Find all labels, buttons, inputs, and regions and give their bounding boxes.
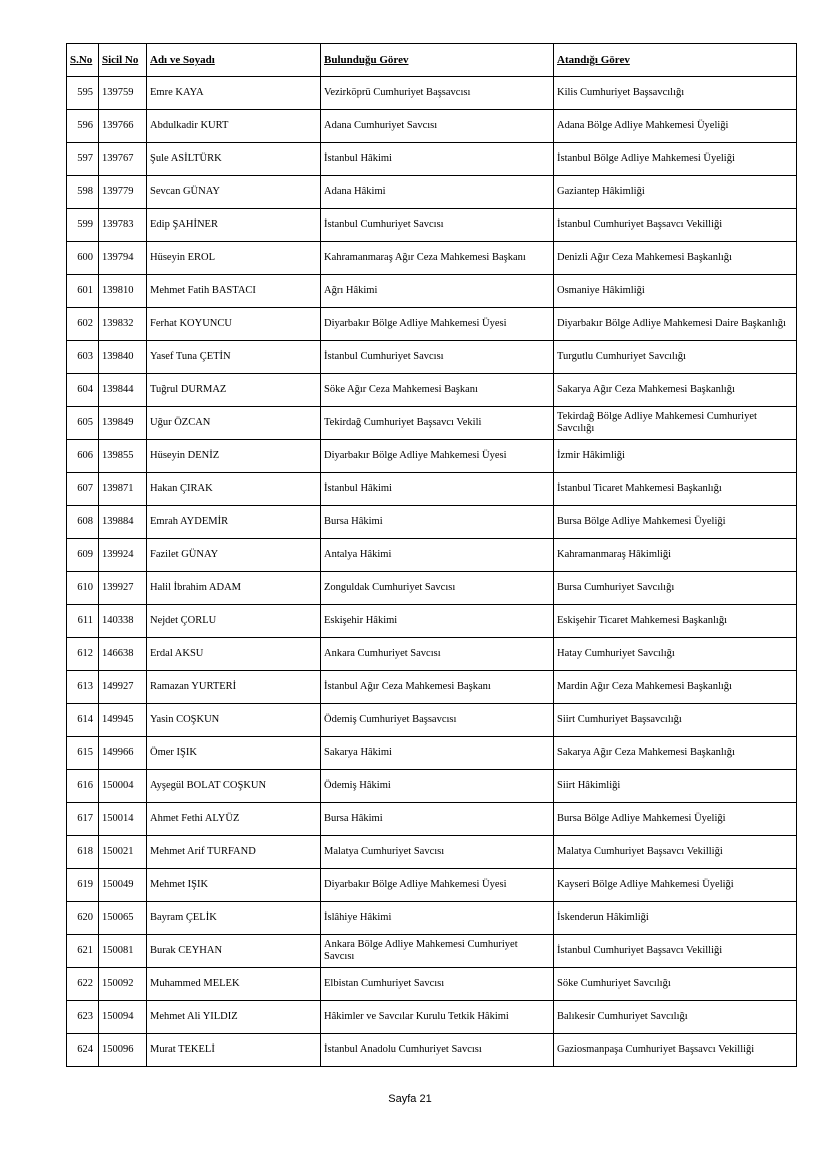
cell-sno: 619	[67, 869, 99, 902]
cell-current-post: Malatya Cumhuriyet Savcısı	[321, 836, 554, 869]
cell-sno: 597	[67, 143, 99, 176]
cell-name: Yasin COŞKUN	[147, 704, 321, 737]
table-row	[67, 572, 797, 605]
cell-name: Burak CEYHAN	[147, 935, 321, 968]
cell-sno: 612	[67, 638, 99, 671]
cell-sno: 605	[67, 407, 99, 440]
cell-name: Abdulkadir KURT	[147, 110, 321, 143]
cell-sno: 598	[67, 176, 99, 209]
table-row	[67, 902, 797, 935]
cell-current-post: İstanbul Hâkimi	[321, 473, 554, 506]
cell-sicil-no: 139794	[99, 242, 147, 275]
cell-sicil-no: 139871	[99, 473, 147, 506]
cell-assigned-post: Eskişehir Ticaret Mahkemesi Başkanlığı	[554, 605, 797, 638]
cell-sicil-no: 139832	[99, 308, 147, 341]
cell-name: Hüseyin DENİZ	[147, 440, 321, 473]
cell-name: Yasef Tuna ÇETİN	[147, 341, 321, 374]
cell-sno: 602	[67, 308, 99, 341]
table-header-row	[67, 44, 797, 77]
cell-sicil-no: 150014	[99, 803, 147, 836]
cell-assigned-post: Hatay Cumhuriyet Savcılığı	[554, 638, 797, 671]
cell-sno: 623	[67, 1001, 99, 1034]
cell-sicil-no: 139783	[99, 209, 147, 242]
cell-sicil-no: 139759	[99, 77, 147, 110]
cell-sno: 604	[67, 374, 99, 407]
cell-sno: 614	[67, 704, 99, 737]
cell-current-post: İstanbul Hâkimi	[321, 143, 554, 176]
cell-sicil-no: 150096	[99, 1034, 147, 1067]
cell-current-post: Tekirdağ Cumhuriyet Başsavcı Vekili	[321, 407, 554, 440]
cell-sno: 621	[67, 935, 99, 968]
table-body	[67, 77, 797, 1067]
table-row	[67, 374, 797, 407]
cell-sno: 608	[67, 506, 99, 539]
cell-sicil-no: 150004	[99, 770, 147, 803]
table-row	[67, 704, 797, 737]
cell-sno: 609	[67, 539, 99, 572]
cell-current-post: Diyarbakır Bölge Adliye Mahkemesi Üyesi	[321, 869, 554, 902]
cell-assigned-post: Sakarya Ağır Ceza Mahkemesi Başkanlığı	[554, 737, 797, 770]
cell-sicil-no: 149945	[99, 704, 147, 737]
table-row	[67, 275, 797, 308]
cell-current-post: Kahramanmaraş Ağır Ceza Mahkemesi Başkanı	[321, 242, 554, 275]
cell-name: Mehmet Ali YILDIZ	[147, 1001, 321, 1034]
cell-name: Murat TEKELİ	[147, 1034, 321, 1067]
appointments-table	[66, 43, 797, 1067]
table-row	[67, 836, 797, 869]
cell-current-post: Ağrı Hâkimi	[321, 275, 554, 308]
table-row	[67, 671, 797, 704]
cell-name: Erdal AKSU	[147, 638, 321, 671]
table-row	[67, 77, 797, 110]
cell-name: Tuğrul DURMAZ	[147, 374, 321, 407]
cell-sicil-no: 139844	[99, 374, 147, 407]
cell-assigned-post: Malatya Cumhuriyet Başsavcı Vekilliği	[554, 836, 797, 869]
cell-sno: 607	[67, 473, 99, 506]
cell-current-post: İstanbul Cumhuriyet Savcısı	[321, 341, 554, 374]
cell-sno: 610	[67, 572, 99, 605]
cell-assigned-post: Gaziantep Hâkimliği	[554, 176, 797, 209]
cell-current-post: Bursa Hâkimi	[321, 803, 554, 836]
table-row	[67, 242, 797, 275]
table-row	[67, 1001, 797, 1034]
cell-assigned-post: İstanbul Ticaret Mahkemesi Başkanlığı	[554, 473, 797, 506]
cell-name: Hüseyin EROL	[147, 242, 321, 275]
cell-current-post: Diyarbakır Bölge Adliye Mahkemesi Üyesi	[321, 308, 554, 341]
cell-current-post: Diyarbakır Bölge Adliye Mahkemesi Üyesi	[321, 440, 554, 473]
cell-sno: 617	[67, 803, 99, 836]
cell-sno: 606	[67, 440, 99, 473]
cell-sicil-no: 139927	[99, 572, 147, 605]
cell-assigned-post: Osmaniye Hâkimliği	[554, 275, 797, 308]
cell-sno: 622	[67, 968, 99, 1001]
cell-sicil-no: 139766	[99, 110, 147, 143]
table-row	[67, 968, 797, 1001]
cell-assigned-post: İskenderun Hâkimliği	[554, 902, 797, 935]
table-row	[67, 176, 797, 209]
cell-name: Ramazan YURTERİ	[147, 671, 321, 704]
cell-assigned-post: İzmir Hâkimliği	[554, 440, 797, 473]
cell-sicil-no: 139779	[99, 176, 147, 209]
cell-sno: 603	[67, 341, 99, 374]
cell-current-post: Antalya Hâkimi	[321, 539, 554, 572]
cell-sicil-no: 150049	[99, 869, 147, 902]
cell-name: Emre KAYA	[147, 77, 321, 110]
cell-sicil-no: 150065	[99, 902, 147, 935]
header-sno: S.No	[67, 44, 99, 77]
cell-name: Ömer IŞIK	[147, 737, 321, 770]
cell-assigned-post: Bursa Bölge Adliye Mahkemesi Üyeliği	[554, 803, 797, 836]
cell-sicil-no: 139767	[99, 143, 147, 176]
cell-sno: 615	[67, 737, 99, 770]
cell-sicil-no: 150094	[99, 1001, 147, 1034]
table-row	[67, 407, 797, 440]
cell-assigned-post: İstanbul Bölge Adliye Mahkemesi Üyeliği	[554, 143, 797, 176]
cell-assigned-post: Adana Bölge Adliye Mahkemesi Üyeliği	[554, 110, 797, 143]
cell-sno: 599	[67, 209, 99, 242]
table-row	[67, 869, 797, 902]
cell-assigned-post: Gaziosmanpaşa Cumhuriyet Başsavcı Vekilliği	[554, 1034, 797, 1067]
cell-assigned-post: Diyarbakır Bölge Adliye Mahkemesi Daire Başkanlığı	[554, 308, 797, 341]
cell-sno: 601	[67, 275, 99, 308]
cell-assigned-post: Kilis Cumhuriyet Başsavcılığı	[554, 77, 797, 110]
table-row	[67, 341, 797, 374]
cell-sno: 620	[67, 902, 99, 935]
cell-current-post: Bursa Hâkimi	[321, 506, 554, 539]
table-row	[67, 539, 797, 572]
table-row	[67, 143, 797, 176]
cell-current-post: İstanbul Ağır Ceza Mahkemesi Başkanı	[321, 671, 554, 704]
cell-assigned-post: Tekirdağ Bölge Adliye Mahkemesi Cumhuriyet Savcılığı	[554, 407, 797, 440]
table-row	[67, 638, 797, 671]
table-row	[67, 110, 797, 143]
cell-current-post: Söke Ağır Ceza Mahkemesi Başkanı	[321, 374, 554, 407]
cell-sicil-no: 149966	[99, 737, 147, 770]
cell-assigned-post: Kayseri Bölge Adliye Mahkemesi Üyeliği	[554, 869, 797, 902]
cell-name: Ahmet Fethi ALYÜZ	[147, 803, 321, 836]
table-row	[67, 803, 797, 836]
cell-current-post: İslâhiye Hâkimi	[321, 902, 554, 935]
cell-name: Ayşegül BOLAT COŞKUN	[147, 770, 321, 803]
cell-sicil-no: 139924	[99, 539, 147, 572]
cell-sicil-no: 150081	[99, 935, 147, 968]
table-row	[67, 209, 797, 242]
cell-name: Bayram ÇELİK	[147, 902, 321, 935]
cell-current-post: İstanbul Anadolu Cumhuriyet Savcısı	[321, 1034, 554, 1067]
cell-sicil-no: 139884	[99, 506, 147, 539]
cell-name: Nejdet ÇORLU	[147, 605, 321, 638]
cell-name: Ferhat KOYUNCU	[147, 308, 321, 341]
cell-assigned-post: Bursa Cumhuriyet Savcılığı	[554, 572, 797, 605]
cell-current-post: Zonguldak Cumhuriyet Savcısı	[321, 572, 554, 605]
cell-name: Edip ŞAHİNER	[147, 209, 321, 242]
cell-assigned-post: Söke Cumhuriyet Savcılığı	[554, 968, 797, 1001]
cell-name: Mehmet Fatih BASTACI	[147, 275, 321, 308]
table-row	[67, 605, 797, 638]
cell-sicil-no: 139849	[99, 407, 147, 440]
cell-sicil-no: 149927	[99, 671, 147, 704]
cell-assigned-post: Siirt Cumhuriyet Başsavcılığı	[554, 704, 797, 737]
page-number: Sayfa 21	[388, 1093, 432, 1105]
cell-assigned-post: Bursa Bölge Adliye Mahkemesi Üyeliği	[554, 506, 797, 539]
table-row	[67, 308, 797, 341]
table-row	[67, 440, 797, 473]
cell-name: Şule ASİLTÜRK	[147, 143, 321, 176]
cell-sno: 618	[67, 836, 99, 869]
cell-current-post: Hâkimler ve Savcılar Kurulu Tetkik Hâkimi	[321, 1001, 554, 1034]
cell-current-post: İstanbul Cumhuriyet Savcısı	[321, 209, 554, 242]
cell-assigned-post: Denizli Ağır Ceza Mahkemesi Başkanlığı	[554, 242, 797, 275]
cell-sicil-no: 146638	[99, 638, 147, 671]
cell-sno: 613	[67, 671, 99, 704]
table-row	[67, 1034, 797, 1067]
cell-sicil-no: 139810	[99, 275, 147, 308]
cell-name: Hakan ÇIRAK	[147, 473, 321, 506]
cell-sno: 596	[67, 110, 99, 143]
cell-name: Uğur ÖZCAN	[147, 407, 321, 440]
cell-current-post: Eskişehir Hâkimi	[321, 605, 554, 638]
cell-name: Sevcan GÜNAY	[147, 176, 321, 209]
cell-name: Halil İbrahim ADAM	[147, 572, 321, 605]
cell-current-post: Ankara Cumhuriyet Savcısı	[321, 638, 554, 671]
table-row	[67, 473, 797, 506]
cell-current-post: Vezirköprü Cumhuriyet Başsavcısı	[321, 77, 554, 110]
header-assigned-post: Atandığı Görev	[554, 44, 797, 77]
cell-sicil-no: 150021	[99, 836, 147, 869]
cell-sno: 624	[67, 1034, 99, 1067]
cell-sno: 611	[67, 605, 99, 638]
header-current-post: Bulunduğu Görev	[321, 44, 554, 77]
cell-current-post: Ödemiş Hâkimi	[321, 770, 554, 803]
cell-assigned-post: Mardin Ağır Ceza Mahkemesi Başkanlığı	[554, 671, 797, 704]
cell-assigned-post: İstanbul Cumhuriyet Başsavcı Vekilliği	[554, 209, 797, 242]
header-sicil-no: Sicil No	[99, 44, 147, 77]
cell-current-post: Adana Hâkimi	[321, 176, 554, 209]
cell-name: Mehmet Arif TURFAND	[147, 836, 321, 869]
cell-sno: 600	[67, 242, 99, 275]
cell-assigned-post: Balıkesir Cumhuriyet Savcılığı	[554, 1001, 797, 1034]
cell-assigned-post: İstanbul Cumhuriyet Başsavcı Vekilliği	[554, 935, 797, 968]
header-name: Adı ve Soyadı	[147, 44, 321, 77]
cell-sno: 616	[67, 770, 99, 803]
cell-name: Fazilet GÜNAY	[147, 539, 321, 572]
cell-assigned-post: Turgutlu Cumhuriyet Savcılığı	[554, 341, 797, 374]
table-row	[67, 737, 797, 770]
cell-sicil-no: 139855	[99, 440, 147, 473]
cell-current-post: Ankara Bölge Adliye Mahkemesi Cumhuriyet Savcısı	[321, 935, 554, 968]
cell-current-post: Elbistan Cumhuriyet Savcısı	[321, 968, 554, 1001]
table-row	[67, 935, 797, 968]
table-row	[67, 506, 797, 539]
cell-sicil-no: 139840	[99, 341, 147, 374]
cell-assigned-post: Kahramanmaraş Hâkimliği	[554, 539, 797, 572]
cell-sicil-no: 150092	[99, 968, 147, 1001]
cell-current-post: Adana Cumhuriyet Savcısı	[321, 110, 554, 143]
cell-current-post: Ödemiş Cumhuriyet Başsavcısı	[321, 704, 554, 737]
cell-sno: 595	[67, 77, 99, 110]
cell-name: Mehmet IŞIK	[147, 869, 321, 902]
cell-assigned-post: Sakarya Ağır Ceza Mahkemesi Başkanlığı	[554, 374, 797, 407]
cell-assigned-post: Siirt Hâkimliği	[554, 770, 797, 803]
table-row	[67, 770, 797, 803]
cell-name: Muhammed MELEK	[147, 968, 321, 1001]
cell-sicil-no: 140338	[99, 605, 147, 638]
cell-current-post: Sakarya Hâkimi	[321, 737, 554, 770]
cell-name: Emrah AYDEMİR	[147, 506, 321, 539]
